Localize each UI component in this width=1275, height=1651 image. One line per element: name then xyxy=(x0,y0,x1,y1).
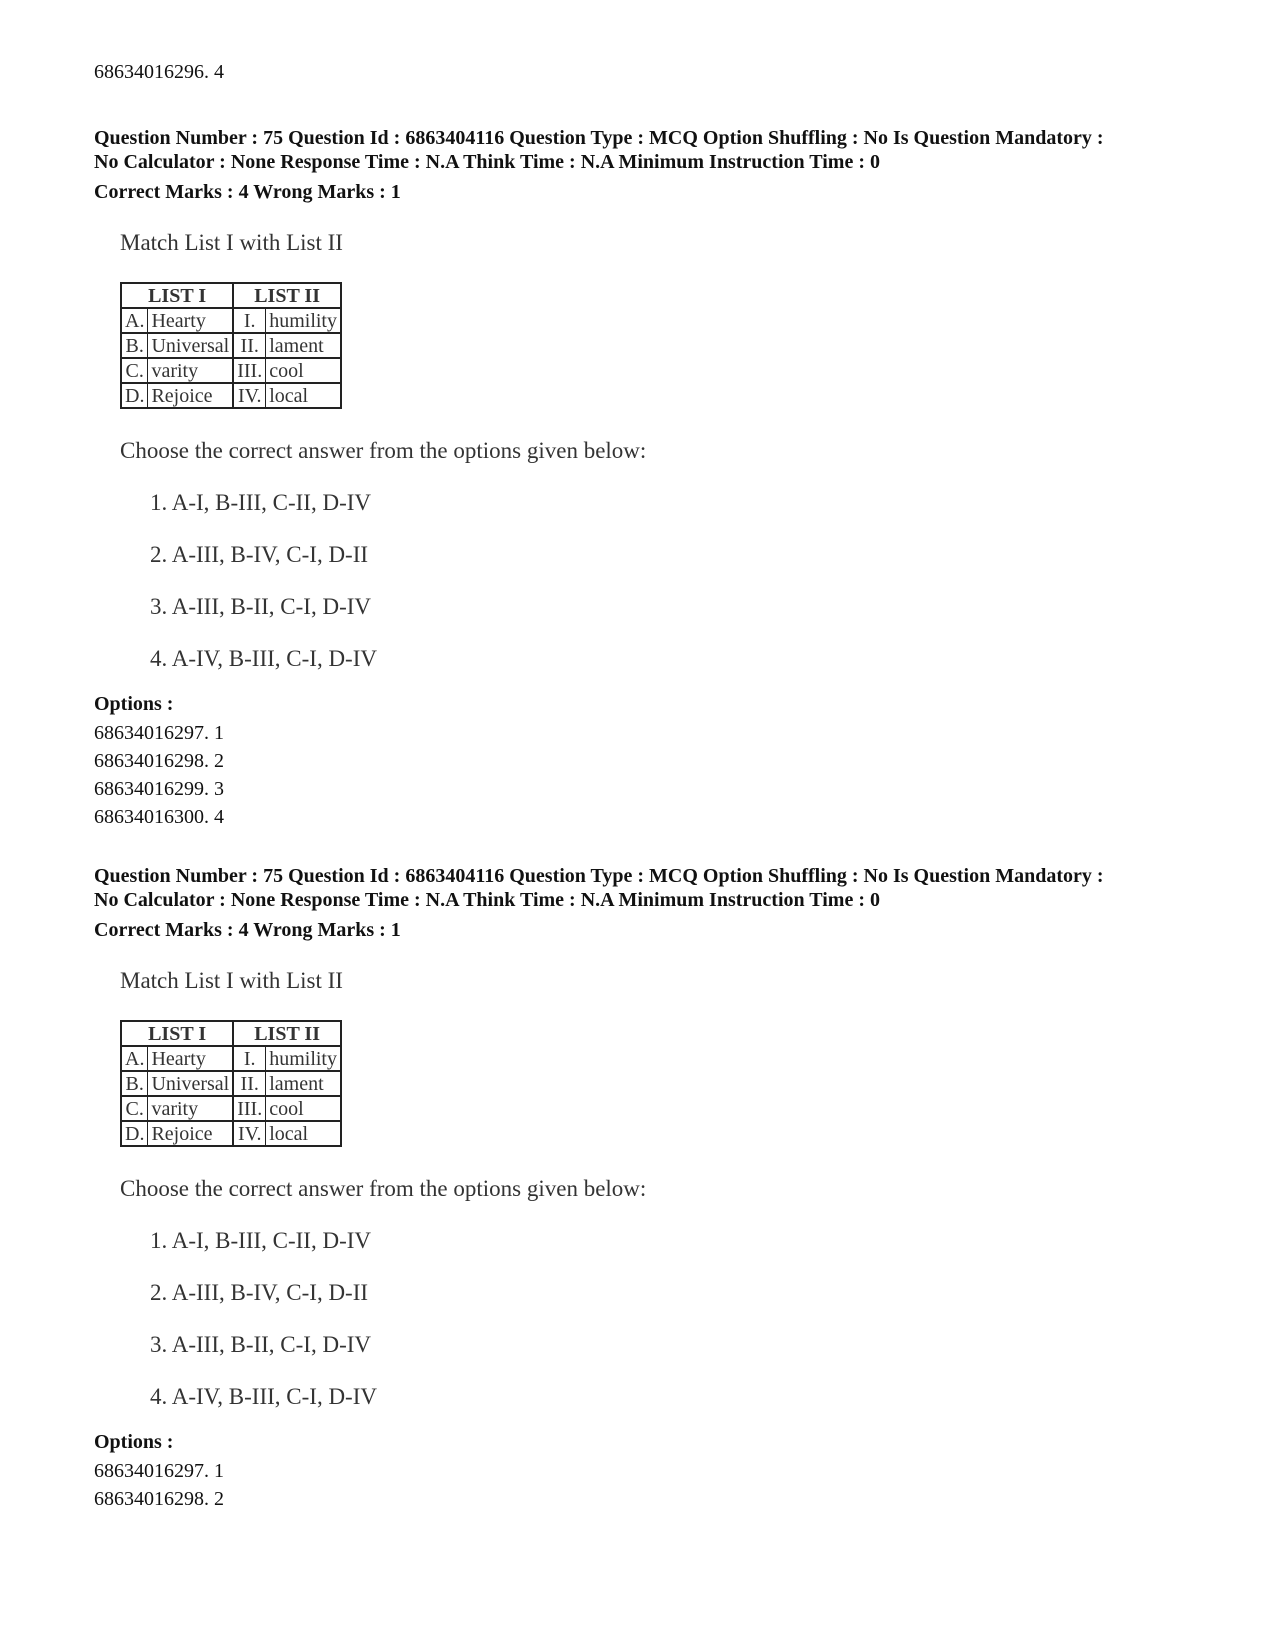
option-line: 68634016297. 1 xyxy=(94,1460,224,1482)
question-instruction: Match List I with List II xyxy=(120,230,343,255)
table-cell: C. xyxy=(121,1096,148,1121)
table-cell: IV. xyxy=(233,1121,265,1146)
answer-choice: 3. A-III, B-II, C-I, D-IV xyxy=(150,1332,371,1357)
table-cell: Rejoice xyxy=(148,1121,233,1146)
option-line: 68634016298. 2 xyxy=(94,1488,224,1510)
table-cell: Universal xyxy=(148,1071,233,1096)
question-meta-line: Question Number : 75 Question Id : 6863404116 Question Type : MCQ Option Shuffling : No Is Question Mandatory : xyxy=(94,865,1104,887)
table-cell: local xyxy=(266,383,341,408)
table-cell: IV. xyxy=(233,383,265,408)
table-header-row xyxy=(121,1021,341,1046)
question-meta xyxy=(94,126,1214,174)
answer-choice: 4. A-IV, B-III, C-I, D-IV xyxy=(150,1384,377,1409)
answer-choice: 1. A-I, B-III, C-II, D-IV xyxy=(150,1228,371,1253)
options-heading: Options : xyxy=(94,1431,174,1453)
answer-choice: 1. A-I, B-III, C-II, D-IV xyxy=(150,490,371,515)
table-header-row xyxy=(121,283,341,308)
previous-option-line: 68634016296. 4 xyxy=(94,61,224,83)
table-cell: C. xyxy=(121,358,148,383)
table-cell: I. xyxy=(233,1046,265,1071)
table-cell: Universal xyxy=(148,333,233,358)
marks-line: Correct Marks : 4 Wrong Marks : 1 xyxy=(94,919,401,941)
table-cell: II. xyxy=(233,1071,265,1096)
list-ii-header: LIST II xyxy=(233,283,341,308)
match-table xyxy=(120,1020,342,1147)
question-meta-line: No Calculator : None Response Time : N.A Think Time : N.A Minimum Instruction Time : 0 xyxy=(94,151,880,173)
question-meta-line: No Calculator : None Response Time : N.A Think Time : N.A Minimum Instruction Time : 0 xyxy=(94,889,880,911)
table-cell: I. xyxy=(233,308,265,333)
choose-instruction: Choose the correct answer from the options given below: xyxy=(120,438,647,463)
table-row xyxy=(121,308,341,333)
list-ii-header: LIST II xyxy=(233,1021,341,1046)
option-line: 68634016300. 4 xyxy=(94,806,224,828)
question-meta xyxy=(94,864,1214,912)
table-cell: lament xyxy=(266,1071,341,1096)
table-cell: B. xyxy=(121,1071,148,1096)
table-cell: II. xyxy=(233,333,265,358)
table-cell: varity xyxy=(148,358,233,383)
table-cell: humility xyxy=(266,1046,341,1071)
option-line: 68634016298. 2 xyxy=(94,750,224,772)
table-row xyxy=(121,1071,341,1096)
question-block xyxy=(0,738,1275,1638)
answer-choice: 2. A-III, B-IV, C-I, D-II xyxy=(150,1280,369,1305)
options-heading: Options : xyxy=(94,693,174,715)
answer-choice: 4. A-IV, B-III, C-I, D-IV xyxy=(150,646,377,671)
table-cell: D. xyxy=(121,1121,148,1146)
table-cell: A. xyxy=(121,308,148,333)
table-cell: A. xyxy=(121,1046,148,1071)
table-cell: lament xyxy=(266,333,341,358)
answer-choice: 2. A-III, B-IV, C-I, D-II xyxy=(150,542,369,567)
table-row xyxy=(121,358,341,383)
table-cell: varity xyxy=(148,1096,233,1121)
table-cell: III. xyxy=(233,358,265,383)
table-row xyxy=(121,1046,341,1071)
choose-instruction: Choose the correct answer from the options given below: xyxy=(120,1176,647,1201)
question-meta-line: Question Number : 75 Question Id : 6863404116 Question Type : MCQ Option Shuffling : No Is Question Mandatory : xyxy=(94,127,1104,149)
table-cell: cool xyxy=(266,1096,341,1121)
table-cell: III. xyxy=(233,1096,265,1121)
marks-line: Correct Marks : 4 Wrong Marks : 1 xyxy=(94,181,401,203)
table-row xyxy=(121,333,341,358)
list-i-header: LIST I xyxy=(121,1021,233,1046)
table-cell: B. xyxy=(121,333,148,358)
table-row xyxy=(121,383,341,408)
table-cell: humility xyxy=(266,308,341,333)
table-row xyxy=(121,1096,341,1121)
match-table xyxy=(120,282,342,409)
table-cell: local xyxy=(266,1121,341,1146)
table-row xyxy=(121,1121,341,1146)
answer-choice: 3. A-III, B-II, C-I, D-IV xyxy=(150,594,371,619)
table-cell: Rejoice xyxy=(148,383,233,408)
list-i-header: LIST I xyxy=(121,283,233,308)
table-cell: D. xyxy=(121,383,148,408)
question-instruction: Match List I with List II xyxy=(120,968,343,993)
option-line: 68634016299. 3 xyxy=(94,778,224,800)
table-cell: cool xyxy=(266,358,341,383)
table-cell: Hearty xyxy=(148,308,233,333)
option-line: 68634016297. 1 xyxy=(94,722,224,744)
table-cell: Hearty xyxy=(148,1046,233,1071)
